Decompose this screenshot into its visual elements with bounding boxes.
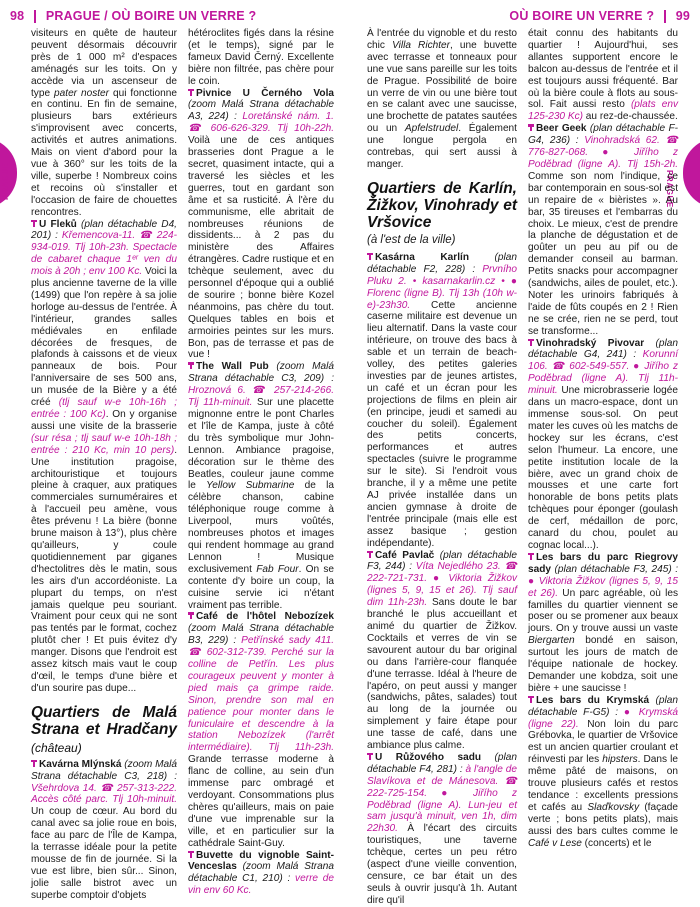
listing-name: Kavárna Mlýnská (39, 758, 122, 770)
listing-hours: Tlj 11h-minuit. (188, 397, 253, 409)
listing-u-fleku (31, 219, 177, 695)
header-divider (34, 10, 36, 23)
beer-icon (528, 696, 534, 703)
listing-detail: (tlj sauf w-e 10h-16h ; entrée : 100 Kc) (31, 397, 177, 420)
listing-map-ref: (plan détachable F3, 245) : (551, 563, 678, 575)
listing-name: U Fleků (39, 218, 77, 230)
listing-phone: ☎ 224-934-019. (31, 230, 177, 254)
listing-map-ref: (zoom Malá Strana détachable B3, 229) : (188, 623, 334, 647)
text: Café v Lese (528, 837, 582, 849)
listing-cafe-pavlac (367, 550, 517, 752)
beer-icon (367, 253, 373, 260)
text: Biergarten (528, 635, 575, 647)
listing-name: Café de l'hôtel Nebozízek (196, 611, 334, 623)
listing-address: à l'angle de Slavíkova et de Mánesova. ☎ 222-725-154. ● Jiřího z Poděbrad (ligne A). Lun-jeu et sam jusqu'à minuit, ven 1h, dim 22h30. (367, 763, 517, 835)
listing-map-ref: (zoom Malá Strana détachable C1, 210) : (188, 861, 334, 885)
listing-description: À l'écart des circuits touristiques, une taverne tchèque, certes un peu rétro (aspect d'une vieille convention, censure, ce bar était un des seuls à ouvrir jusqu'à 1h. Autant dire qu'il (367, 823, 517, 906)
listing-name: Vinohradský Pivovar (536, 337, 645, 349)
listing-name: Les bars du parc Riegrovy sady (528, 551, 678, 575)
right-page-number: 99 (675, 9, 690, 23)
listing-map-ref: (plan détachable F2, 228) : (367, 251, 517, 275)
beer-icon (528, 339, 534, 346)
listing-address: ● Viktoria Žižkov (lignes 5, 9, 15 et 26). (528, 575, 678, 599)
listing-hours: Perché sur la colline de Petřín. Les plus courageux peuvent y monter à pied mais ça grimpe raide. Sinon, prendre son mal en patience pour monter dans le funiculaire et descendre à la station Nebozízek (l'arrêt intermédiaire). Tlj 11h-23h. (188, 647, 335, 754)
listing-description: Cette ancienne caserne militaire est devenue un lieu alternatif. Dans la vaste cour intérieure, on trouve des bacs à sable et un terrain de beach-volley, des petites galeries investies par de jeunes artistes, un café et un écran pour les projections de films en plein air (en principe, jeudi et samedi au coucher du soleil). Également des petits concerts, performances et autres spectacles (suivre le programme sur le site). Si l'endroit vous branche, il y a même une petite AJ privée installée dans un ancien gymnase à droite de l'entrée principale (mais elle est assez basique ; gestion indépendante). (367, 299, 517, 549)
listing-name: Beer Geek (536, 123, 587, 135)
header-left (10, 6, 256, 26)
listing-map-ref: (zoom Malá Strana détachable A3, 224) : (188, 99, 334, 123)
listing-address: Křemencova-11. (61, 230, 136, 242)
listing-map-ref: (zoom Malá Strana détachable C3, 209) : (188, 361, 334, 385)
listing-map-ref: (plan détachable F-G5) : (528, 694, 679, 718)
listing-description: Comme son nom l'indique, ce bar contemporain en sous-sol est un repaire de « bièristes ». Au bar, 35 tireuses et l'embarras du choix. Le mieux, c'est de prendre la planche de dégustation et de goûter un peu au pif ou de demander conseil au barman. Petits snacks pour accompagner (sandwichs, ailes de poulet, etc.). Noter les urinoirs fabriqués à l'aide de fûts coupés en 2 ! Rien ne se crée, rien ne se perd, tout se transforme... (528, 170, 678, 337)
listing-u-ruzoveho-sadu (367, 752, 517, 907)
beer-icon (188, 89, 194, 96)
text: Yellow Submarine (206, 480, 295, 492)
listing-description: Non loin du parc Grébovka, le quartier de Vršovice est un ancien quartier croulant et réinvesti par les (528, 718, 679, 766)
listing-description: Un coup de cœur. Au bord du canal avec sa jolie roue en bois, face au parc de l'Île de Kampa, la terrasse idéale pour la petite mousse de fin de journée. Si la vue est libre, bien sûr... Sinon, jolie salle bistrot avec un superbe comptoir d'objets (31, 806, 177, 901)
listing-address: Loretánské nám. 1. (242, 111, 334, 123)
listing-map-ref: (zoom Malá Strana détachable C3, 218) : (31, 758, 178, 782)
listing-vinohradsky-pivovar (528, 338, 678, 552)
text: Slaďkovsky (587, 801, 640, 813)
listing-description: . Dans le même pâté de maisons, on trouve plusieurs cafés et restos tendance : excellents pressions et cafés au (528, 754, 678, 813)
column-3 (367, 28, 517, 907)
section-heading-karlin: Quartiers de Karlín, Žižkov, Vinohrady et Vršovice (367, 179, 517, 231)
text: . Également une longue pergola en contrebas, qui sert aussi à manger. (367, 123, 517, 170)
listing-name: U Růžového sadu (375, 751, 482, 763)
beer-icon (367, 753, 373, 760)
listing-beer-geek (528, 123, 678, 337)
listing-address: Všehrdova 14. (31, 782, 97, 794)
listing-kasarna-karlin (367, 252, 517, 550)
text: Villa Richter (392, 39, 451, 51)
listing-phone: ☎ 257-313-222. (96, 782, 178, 794)
right-running-title: OÙ BOIRE UN VERRE ? (509, 9, 655, 23)
listing-address: Vinohradská 62. ☎ 776-827-068. ● Jiřího z Poděbrad (ligne A). Tlj 15h-2h. (528, 135, 678, 170)
listing-map-ref: (plan détachable F4, 281) : (367, 751, 517, 775)
listing-cerneho-vola (188, 88, 334, 362)
listing-name: Kasárna Karlín (375, 251, 469, 263)
text: , une buvette avec terrasse et tonneaux pour une vue sans pareille sur les toits de Prague. Possibilité de boire un verre de vin ou une bière tout en se calant avec une saucisse, une brochette de patates sautées ou un (367, 39, 517, 135)
listing-description: . On y organise aussi une visite de la brasserie (31, 409, 177, 432)
header-divider (664, 10, 666, 23)
text: Fab Four (256, 563, 299, 575)
listing-map-ref: (plan détachable D4, 201) : (31, 218, 177, 242)
section-heading-sub: (château) (31, 740, 82, 755)
text: hipsters (602, 754, 638, 766)
listing-description: bondé en saison, surtout les jours de match de l'équipe nationale de hockey. Demander une kobdza, soit une bière + une saucisse ! (528, 635, 678, 694)
text: était connu des habitants du quartier ! Aujourd'hui, ses allantes supportent encore le balcon au-dessus de l'entrée et il est toujours aussi fréquenté. Bar où la bière coule à flots au sous-sol. Fait aussi resto (528, 28, 678, 111)
side-label-left: PRAGUE (1, 162, 10, 200)
listing-map-ref: (plan détachable F-G4, 236) : (528, 123, 678, 147)
listing-name: Pivnice U Černého Vola (196, 87, 334, 99)
listing-detail: (sur résa ; tlj sauf w-e 10h-18h ; entrée : 210 Kc, min 10 pers) (31, 432, 177, 456)
listing-name: Café Pavlač (375, 549, 435, 561)
listing-hours: verre de vin env 60 Kc. (188, 873, 335, 897)
listing-description: . On se contente d'y boire un coup, la cuisine servie ici n'étant vraiment pas terrible. (188, 563, 334, 611)
listing-phone: ☎ 606-626-329. (188, 123, 278, 135)
listing-map-ref: (plan détachable G4, 241) : (528, 337, 678, 361)
beer-icon (188, 362, 194, 369)
text: au rez-de-chaussée. (583, 111, 678, 123)
listing-hours: Accès côté parc. Tlj 10h-minuit. (31, 794, 177, 806)
column-4 (528, 28, 678, 850)
listing-description: Voilà une de ces antiques brasseries dont Prague a le secret, quasiment intacte, qui a traversé les siècles et les guerres, tout en gardant son âme et sa rusticité. À l'ère du communisme, elle abritait de nombreuses réunions de dissidents... à 2 pas du ministère des Affaires étrangères. Cadre rustique et en tchèque seulement, avec du personnel d'époque qui a oublié de sourire ; bonne bière Kozel néanmoins, pas chère du tout. Quelques tables en bois et armoiries peintes sur les murs. Bon, pas de terrasse et pas de vue ! (188, 135, 334, 361)
paragraph (31, 28, 177, 219)
text: pater noster (54, 87, 110, 99)
header-right (509, 6, 690, 26)
listing-description: Grande terrasse moderne à flanc de colline, au sein d'un immense parc ombragé et verdoyant. Consommations plus chères qu'ailleurs, mais on paie d'une vue imprenable sur la ville, et en particulier sur la cathédrale Saint-Guy. (188, 754, 334, 849)
side-label-right: PRAGUE (665, 170, 675, 208)
section-subheading: (à l'est de la ville) (367, 233, 456, 246)
beer-icon (528, 124, 534, 131)
paragraph: hétéroclites figés dans la résine (et le temps), signé par le fameux David Černý. Excellente bière non filtrée, pas chère pour le coin. (188, 28, 334, 87)
listing-phone: ☎ 257-214-266. (245, 385, 335, 397)
listing-description: de la célèbre chanson, cabine téléphonique rouge comme à Liverpool, murs voûtés, nombreuses photos et images qui rendent hommage au grand Lennon ! Musique exclusivement (188, 480, 334, 575)
listing-address: Korunní 106. ☎ 602-549-557. ● Jiřího z Poděbrad (ligne A). Tlj 11h-minuit. (528, 349, 678, 397)
left-running-title: PRAGUE / OÙ BOIRE UN VERRE ? (45, 9, 257, 23)
beer-icon (188, 612, 194, 619)
column-1 (31, 28, 177, 902)
listing-hours: Tlj 10h-23h. Spectacle de cabaret chaque 1ᵉʳ ven du mois à 20h ; env 100 Kc. (31, 242, 177, 278)
text: visiteurs en quête de hauteur peuvent désormais découvrir près de 1 000 m² d'espaces aménagés sur les toits. On y accède via un ascenseur de type (31, 28, 177, 99)
beer-icon (31, 760, 37, 767)
text: (plats env 125-230 Kc) (528, 99, 678, 123)
section-heading-mala-strana (31, 704, 177, 757)
text: qui fonctionne en continu. En fin de semaine, plusieurs bars extérieurs s'improvisent avec concerts, activités et autres animations. Mais on vient d'abord pour la vue à 360° sur les toits de la ville, superbe ! Nombreux coins et recoins où s'installer et l'occasion de faire de chouettes rencontres. (31, 87, 177, 218)
beer-icon (367, 551, 373, 558)
listing-wall-pub (188, 361, 334, 611)
listing-name: The Wall Pub (196, 361, 269, 373)
listing-address: Hroznová 6. (188, 385, 246, 397)
listing-name: Les bars du Krymská (536, 694, 650, 706)
listing-description: (concerts) et le (581, 837, 652, 849)
listing-name: Buvette du vignoble Saint-Venceslas (188, 849, 334, 873)
listing-hours: Tlj 10h-22h. (277, 123, 334, 135)
listing-description: Voici la plus ancienne taverne de la ville (1499) que l'on repère à sa jolie horloge au-dessus de l'entrée. À l'intérieur, grandes salles médiévales en enfilade décorées de fresques, de plafonds à caissons et de vieux panneaux de bois. Pour l'anniversaire de ses 500 ans, un musée de la Bière y a été créé (31, 266, 177, 409)
listing-description: Un parc agréable, où les familles du quartier viennent se poser ou se promener aux beaux jours. On y trouve aussi un vaste (528, 587, 679, 635)
listing-description: . Une institution pragoise, architouristique et toujours pleine à craquer, aux pratiques commerciales surnuméraires et à l'accueil peu amène, vous êtes prévenu ! La bière (bonne brune maison à 13°), plus chère qu'ailleurs, y coule quotidiennement par giganes d'hectolitres dès le matin, sous les airs d'un accordéoniste. La plupart du temps, on n'est jamais quelque peu souriant. Vraiment pour ceux qui ne sont pas tentés par le format, cochez plutôt cher ! Et puis évitez d'y manger. Disons que l'endroit est assez kitsch mais vaut le coup d'œil, le temps d'une bière et d'un sourire pas dupe... (31, 444, 177, 694)
beer-icon (31, 220, 37, 227)
listing-map-ref: (plan détachable F3, 244) : (367, 549, 517, 573)
listing-address: Petřínské sady 411. (241, 635, 335, 647)
side-tab-right (683, 138, 700, 208)
listing-riegrovy-sady (528, 552, 678, 695)
text: À l'entrée du vignoble et du resto chic (367, 28, 517, 51)
listing-krymska (528, 695, 678, 850)
listing-description: Une microbrasserie logée dans un macro-espace, dont un immense sous-sol. On peut mater les cuves où les matchs de hockey sur les écrans, c'est selon l'humeur. La encore, une petite institution locale de la bière, avec un grand choix de mousses et une carte fort honorable de bons petits plats tchèques pour éponger (goulash de cerf, médaillon de porc, canard du chou, poulet au cognac local...). (528, 385, 678, 551)
listing-description: (façade verte ; bons petits plats), mais aussi des bars cultes comme le (528, 801, 678, 837)
text: Apfelstrudel (404, 123, 459, 135)
listing-address: Prvního Pluku 2. • kasarnakarlin.cz • ● Florenc (ligne B). Tlj 13h (10h w-e)-23h30. (367, 263, 517, 311)
section-heading-text: Quartiers de Malá Strana et Hradčany (31, 703, 177, 738)
left-page-number: 98 (10, 9, 25, 23)
listing-address: Víta Nejedlého 23. ☎ 222-721-731. ● Viktoria Žižkov (lignes 5, 9, 15 et 26). Tlj sauf dim 11h-23h. (367, 561, 517, 609)
beer-icon (528, 553, 534, 560)
listing-description: Sans doute le bar branché le plus accueillant et animé du quartier de Žižkov. Cocktails et verres de vin se savourent autour du bar original ou dans l'arrière-cour flanquée d'une terrasse. Idéal à l'heure de l'apéro, on peut aussi y manger (sandwichs, pâtes, salades) tout au long de la journée ou simplement y faire étape pour une tasse de café, dans une ambiance plus calme. (367, 597, 517, 752)
listing-address: ● Krymská (ligne 22). (528, 706, 678, 730)
listing-phone: ☎ 602-312-739. (188, 647, 272, 659)
listing-nebozizek (188, 611, 334, 849)
wine-icon (188, 851, 194, 858)
paragraph (528, 28, 678, 123)
listing-kavarna-mlynska (31, 759, 177, 902)
listing-description: Sur une placette mignonne entre le pont Charles et l'île de Kampa, juste à côté du très symbolique mur John-Lennon. Ambiance pragoise, décoration sur le thème des Beatles, couleur jaune comme le (188, 397, 334, 492)
column-2 (188, 28, 334, 897)
listing-saint-venceslas (188, 850, 334, 898)
paragraph (367, 28, 517, 171)
